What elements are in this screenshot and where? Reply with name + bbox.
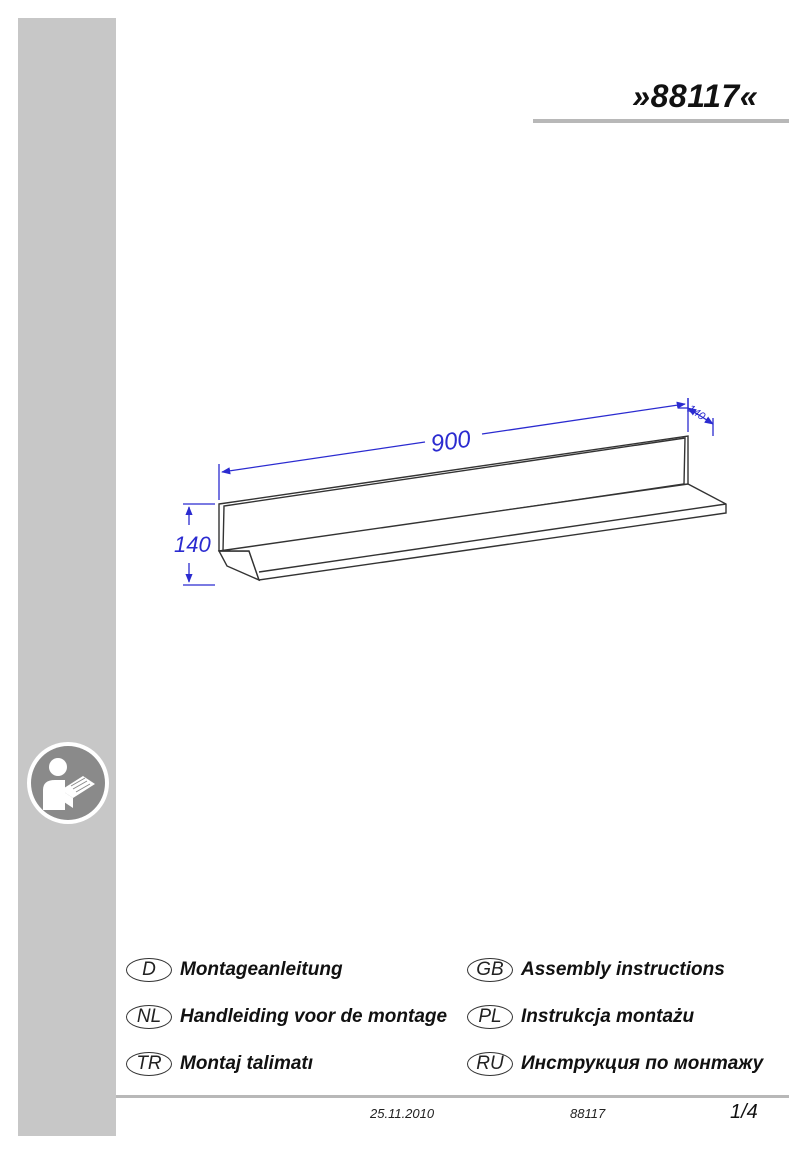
lang-row-ru [467,1052,763,1076]
lang-code-pl: PL [467,1005,513,1029]
lang-title-tr: Montaj talimatı [180,1053,314,1074]
lang-title-ru: Инструкция по монтажу [521,1053,764,1074]
depth-dimension-label: 140 [685,402,708,423]
footer-article-code: 88117 [570,1106,606,1121]
lang-title-nl: Handleiding voor de montage [180,1006,448,1027]
lang-code-tr: TR [126,1052,172,1076]
lang-code-ru: RU [467,1052,513,1076]
lang-row-nl [126,1005,447,1029]
shelf-outline [219,436,726,580]
lang-code-gb: GB [467,958,513,982]
lang-title-pl: Instrukcja montażu [521,1006,695,1027]
footer-band-left [18,1071,116,1077]
lang-code-d: D [126,958,172,982]
lang-row-d [126,958,343,982]
footer-page-number: 1/4 [730,1101,758,1123]
sidebar-band [18,18,116,1136]
shelf-drawing [160,380,760,610]
height-dimension-label: 140 [174,532,211,557]
lang-row-tr [126,1052,313,1076]
model-number-title: »88117« [632,78,758,114]
lang-row-gb [467,958,725,982]
lang-row-pl [467,1005,694,1029]
footer-rule [116,1095,789,1098]
read-manual-icon [25,740,111,826]
title-underline [533,119,789,123]
lang-code-nl: NL [126,1005,172,1029]
width-dimension-label: 900 [429,425,473,458]
lang-title-gb: Assembly instructions [521,959,725,980]
lang-title-d: Montageanleitung [180,959,343,980]
footer-date: 25.11.2010 [370,1106,435,1121]
